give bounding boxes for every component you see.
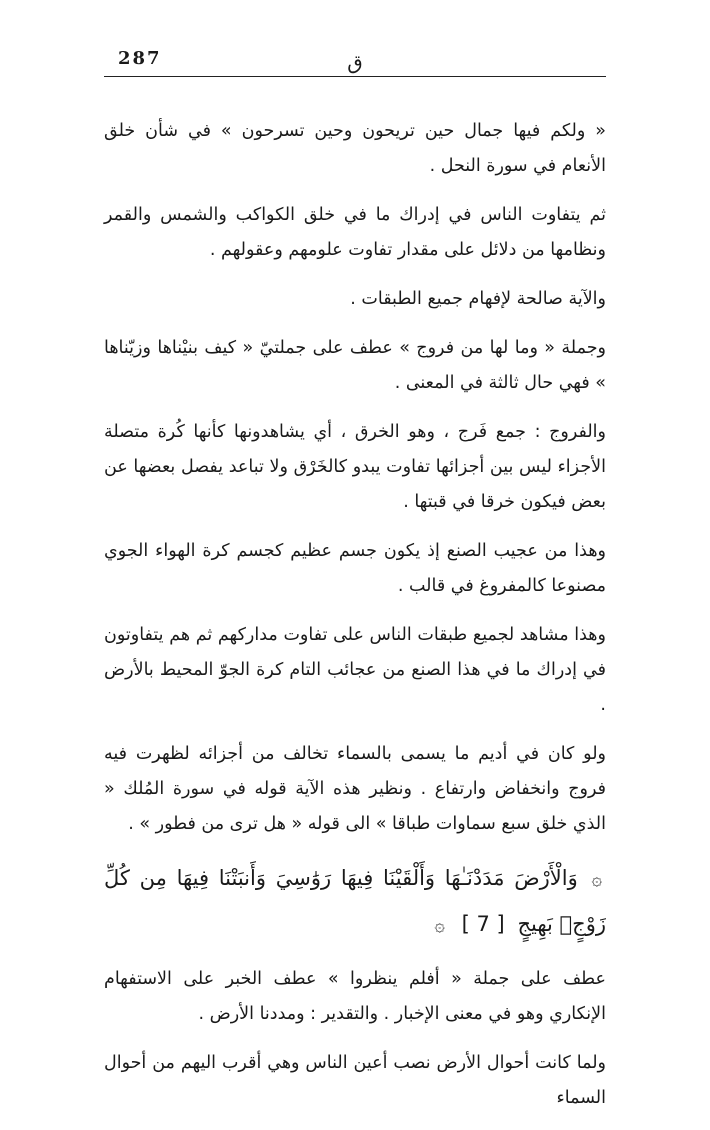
quran-verse [104,856,606,948]
paragraph: عطف على جملة « أفلم ينظروا » عطف الخبر على الاستفهام الإنكاري وهو في معنى الإخبار . والتقدير : ومددنا الأرض . [104,969,606,1024]
running-head: ق [347,50,363,74]
page-header [104,46,606,77]
paragraph: ثم يتفاوت الناس في إدراك ما في خلق الكواكب والشمس والقمر ونظامها من دلائل على مقدار تفاوت علومهم وعقولهم . [104,205,606,260]
verse-number: [ 7 ] [461,912,505,936]
paragraph: والآية صالحة لإفهام جميع الطبقات . [350,289,606,309]
paragraph: وهذا من عجيب الصنع إذ يكون جسم عظيم كجسم كرة الهواء الجوي مصنوعا كالمفروغ في قالب . [104,541,606,596]
verse-ornament-open-icon: ۞ [591,869,602,890]
paragraph: ولو كان في أديم ما يسمى بالسماء تخالف من أجزائه لظهرت فيه فروج وانخفاض وارتفاع . ونظير هذه الآية قوله في سورة المُلك « الذي خلق سبع سماوات طباقا » الى قوله « هل ترى من فطور » . [104,744,606,834]
page-number: 287 [118,48,162,69]
verse-ornament-close-icon: ۞ [434,915,445,936]
paragraph: « ولكم فيها جمال حين تريحون وحين تسرحون » في شأن خلق الأنعام في سورة النحل . [104,121,606,176]
verse-text: وَالْأَرْضَ مَدَدْنَـٰهَا وَأَلْقَيْنَا فِيهَا رَوَٰسِيَ وَأَنبَتْنَا فِيهَا مِن كُلِّ زَوْجٍۭ بَهِيجٍ [104,866,606,936]
paragraph: والفروج : جمع فَرج ، وهو الخرق ، أي يشاهدونها كأنها كُرة متصلة الأجزاء ليس بين أجزائها تفاوت يبدو كالخَرْق ولا تباعد يفصل بعضها عن بعض فيكون خرقا في قبتها . [104,422,606,512]
paragraph: وهذا مشاهد لجميع طبقات الناس على تفاوت مداركهم ثم هم يتفاوتون في إدراك ما في هذا الصنع من عجائب التام كرة الجوّ المحيط بالأرض . [104,625,606,715]
paragraph: ولما كانت أحوال الأرض نصب أعين الناس وهي أقرب اليهم من أحوال السماء [104,1053,606,1108]
paragraph: وجملة « وما لها من فروج » عطف على جملتيّ « كيف بنيْناها وزيّناها » فهي حال ثالثة في المعنى . [104,338,606,393]
body-text [104,114,606,1130]
